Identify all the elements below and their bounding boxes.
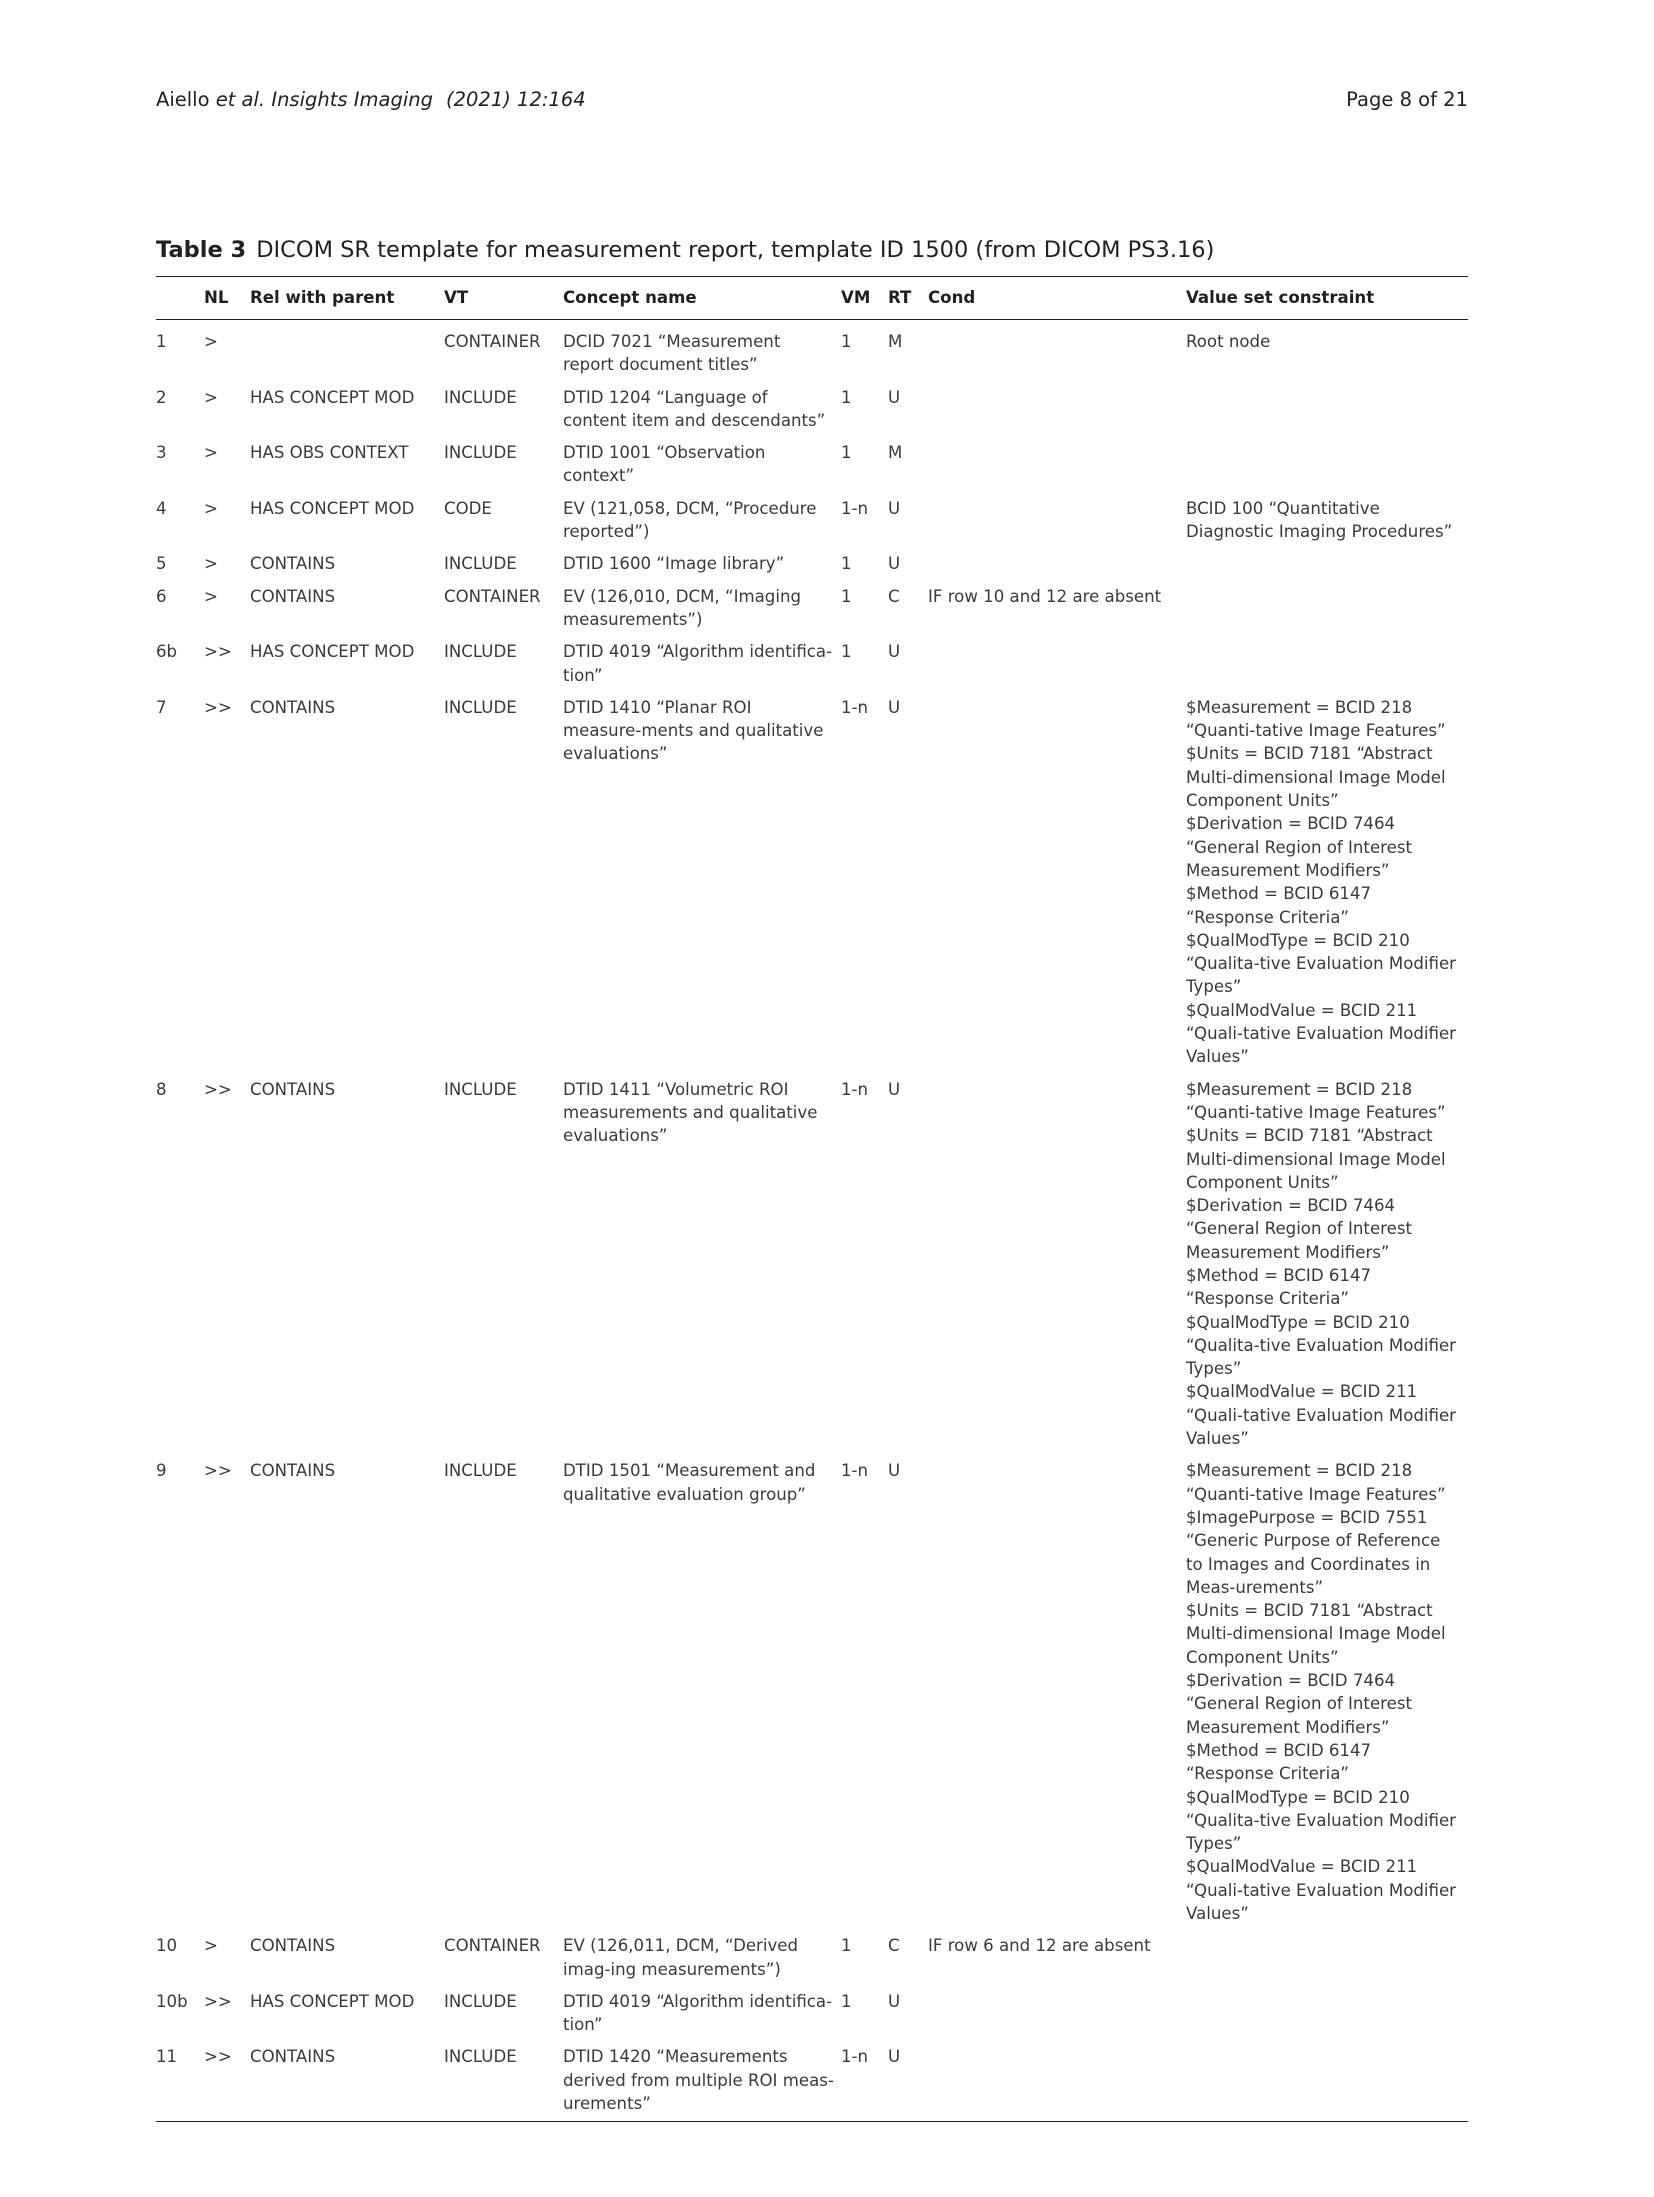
value-set-constraint-line: $QualModType = BCID 210 “Qualita-tive Evaluation Modifier Types” xyxy=(1186,1787,1456,1854)
cell-nesting-level: >> xyxy=(204,2047,232,2067)
table-body xyxy=(156,320,1468,2122)
cell-nesting-level: >> xyxy=(204,1991,232,2011)
cell-condition xyxy=(928,2039,1186,2121)
cell-row-number: 6b xyxy=(156,642,178,662)
value-set-constraint-line: BCID 100 “Quantitative Diagnostic Imaging Procedures” xyxy=(1186,498,1453,542)
cell-value-type: INCLUDE xyxy=(444,1461,517,1481)
cell-requirement-type: U xyxy=(888,1079,901,1099)
cell-nesting-level: > xyxy=(204,443,218,463)
cell-requirement-type: U xyxy=(888,387,901,407)
cell-row-number: 9 xyxy=(156,1461,167,1481)
cell-condition xyxy=(928,491,1186,547)
cell-value-set-constraint xyxy=(1186,1072,1468,1454)
cell-concept-name: EV (126,011, DCM, “Derived imag-ing measurements”) xyxy=(563,1936,799,1979)
table-caption-text: DICOM SR template for measurement report, template ID 1500 (from DICOM PS3.16) xyxy=(256,237,1215,263)
table-row xyxy=(156,320,1468,380)
cell-value-multiplicity: 1 xyxy=(841,586,852,606)
cell-condition xyxy=(928,380,1186,436)
cell-requirement-type: C xyxy=(888,1936,900,1956)
cell-row-number: 8 xyxy=(156,1079,167,1099)
value-set-constraint-line: $Units = BCID 7181 “Abstract Multi-dimensional Image Model Component Units” xyxy=(1186,744,1446,811)
cell-requirement-type: U xyxy=(888,697,901,717)
table-row xyxy=(156,2039,1468,2121)
cell-nesting-level: > xyxy=(204,554,218,574)
value-set-constraint-line: $Derivation = BCID 7464 “General Region of Interest Measurement Modifiers” xyxy=(1186,814,1412,880)
cell-requirement-type: U xyxy=(888,2047,901,2067)
cell-nesting-level: > xyxy=(204,332,218,351)
header-rel-with-parent: Rel with parent xyxy=(250,288,395,308)
header-value-set-constraint: Value set constraint xyxy=(1186,288,1375,308)
header-vm: VM xyxy=(841,288,871,308)
cell-condition xyxy=(928,634,1186,690)
value-set-constraint-line: $QualModValue = BCID 211 “Quali-tative Evaluation Modifier Values” xyxy=(1186,1857,1456,1923)
cell-nesting-level: >> xyxy=(204,697,232,717)
cell-requirement-type: C xyxy=(888,586,900,606)
cell-condition xyxy=(928,1453,1186,1928)
cell-concept-name: DTID 1600 “Image library” xyxy=(563,554,785,574)
table-caption-label: Table 3 xyxy=(156,237,247,263)
cell-value-multiplicity: 1 xyxy=(841,554,852,574)
running-head-citation: (2021) 12:164 xyxy=(446,88,586,111)
cell-value-multiplicity: 1-n xyxy=(841,2047,869,2067)
cell-requirement-type: U xyxy=(888,498,901,518)
dicom-sr-template-table xyxy=(156,276,1468,2122)
value-set-constraint-line: Root node xyxy=(1186,332,1271,351)
cell-requirement-type: U xyxy=(888,1461,901,1481)
cell-concept-name: EV (126,010, DCM, “Imaging measurements”) xyxy=(563,586,802,629)
cell-nesting-level: >> xyxy=(204,1079,232,1099)
cell-value-type: INCLUDE xyxy=(444,642,517,662)
cell-value-multiplicity: 1-n xyxy=(841,498,869,518)
value-set-constraint-line: $QualModValue = BCID 211 “Quali-tative Evaluation Modifier Values” xyxy=(1186,1382,1456,1449)
cell-value-type: INCLUDE xyxy=(444,1079,517,1099)
cell-rel-with-parent: HAS CONCEPT MOD xyxy=(250,498,415,518)
cell-nesting-level: >> xyxy=(204,1461,232,1481)
running-head-authors: Aiello et al. Insights Imaging xyxy=(156,88,433,111)
cell-rel-with-parent: CONTAINS xyxy=(250,1936,336,1956)
value-set-constraint-line: $Measurement = BCID 218 “Quanti-tative Image Features” xyxy=(1186,1461,1446,1504)
cell-value-multiplicity: 1 xyxy=(841,387,852,407)
cell-concept-name: EV (121,058, DCM, “Procedure reported”) xyxy=(563,498,817,542)
table-row xyxy=(156,1453,1468,1928)
cell-value-multiplicity: 1 xyxy=(841,1991,852,2011)
cell-rel-with-parent: CONTAINS xyxy=(250,697,336,717)
page-number: Page 8 of 21 xyxy=(1346,88,1468,111)
cell-rel-with-parent: CONTAINS xyxy=(250,1461,336,1481)
cell-value-multiplicity: 1-n xyxy=(841,1079,869,1099)
header-row-number xyxy=(156,277,204,320)
cell-value-type: CONTAINER xyxy=(444,586,541,606)
cell-value-multiplicity: 1 xyxy=(841,642,852,662)
table-row xyxy=(156,1984,1468,2040)
value-set-constraint-line: $Method = BCID 6147 “Response Criteria” xyxy=(1186,884,1372,927)
cell-row-number: 6 xyxy=(156,586,167,606)
value-set-constraint-line: $Derivation = BCID 7464 “General Region of Interest Measurement Modifiers” xyxy=(1186,1671,1412,1737)
table-caption xyxy=(156,237,1468,263)
cell-requirement-type: U xyxy=(888,642,901,662)
cell-value-set-constraint xyxy=(1186,320,1468,380)
cell-value-set-constraint xyxy=(1186,380,1468,436)
cell-value-type: INCLUDE xyxy=(444,554,517,574)
cell-value-multiplicity: 1 xyxy=(841,332,852,351)
table-row xyxy=(156,690,1468,1072)
value-set-constraint-line: $Method = BCID 6147 “Response Criteria” xyxy=(1186,1265,1372,1309)
cell-rel-with-parent: CONTAINS xyxy=(250,554,336,574)
cell-value-multiplicity: 1 xyxy=(841,1936,852,1956)
cell-value-type: INCLUDE xyxy=(444,387,517,407)
value-set-constraint-line: $Derivation = BCID 7464 “General Region of Interest Measurement Modifiers” xyxy=(1186,1196,1412,1262)
header-rt: RT xyxy=(888,288,912,308)
header-cond: Cond xyxy=(928,288,976,308)
cell-row-number: 2 xyxy=(156,387,167,407)
header-vt: VT xyxy=(444,288,469,308)
cell-value-set-constraint xyxy=(1186,2039,1468,2121)
cell-condition: IF row 6 and 12 are absent xyxy=(928,1936,1151,1956)
cell-value-multiplicity: 1-n xyxy=(841,697,869,717)
cell-rel-with-parent xyxy=(250,320,444,380)
cell-condition xyxy=(928,1072,1186,1454)
cell-concept-name: DTID 1001 “Observation context” xyxy=(563,443,766,486)
value-set-constraint-line: $Method = BCID 6147 “Response Criteria” xyxy=(1186,1740,1372,1784)
cell-condition xyxy=(928,1984,1186,2040)
cell-row-number: 7 xyxy=(156,697,167,717)
cell-value-set-constraint xyxy=(1186,634,1468,690)
cell-rel-with-parent: HAS CONCEPT MOD xyxy=(250,387,415,407)
header-nl: NL xyxy=(204,288,229,308)
cell-value-type: CODE xyxy=(444,498,492,518)
running-head xyxy=(156,88,1468,114)
cell-requirement-type: M xyxy=(888,332,903,351)
table-row xyxy=(156,546,1468,578)
value-set-constraint-line: $QualModValue = BCID 211 “Quali-tative Evaluation Modifier Values” xyxy=(1186,1000,1456,1067)
cell-nesting-level: > xyxy=(204,586,218,606)
cell-rel-with-parent: CONTAINS xyxy=(250,2047,336,2067)
table-header-row xyxy=(156,277,1468,320)
cell-rel-with-parent: CONTAINS xyxy=(250,586,336,606)
cell-value-type: INCLUDE xyxy=(444,2047,517,2067)
cell-rel-with-parent: HAS CONCEPT MOD xyxy=(250,642,415,662)
cell-value-set-constraint xyxy=(1186,690,1468,1072)
cell-value-type: CONTAINER xyxy=(444,332,541,351)
cell-value-type: INCLUDE xyxy=(444,697,517,717)
cell-concept-name: DTID 1501 “Measurement and qualitative evaluation group” xyxy=(563,1461,816,1504)
cell-value-set-constraint xyxy=(1186,579,1468,635)
cell-condition: IF row 10 and 12 are absent xyxy=(928,586,1162,606)
value-set-constraint-line: $QualModType = BCID 210 “Qualita-tive Evaluation Modifier Types” xyxy=(1186,930,1456,997)
cell-condition xyxy=(928,435,1186,491)
cell-value-type: INCLUDE xyxy=(444,443,517,463)
value-set-constraint-line: $QualModType = BCID 210 “Qualita-tive Evaluation Modifier Types” xyxy=(1186,1312,1456,1379)
value-set-constraint-line: $Units = BCID 7181 “Abstract Multi-dimensional Image Model Component Units” xyxy=(1186,1126,1446,1192)
cell-row-number: 10b xyxy=(156,1991,188,2011)
value-set-constraint-line: $Measurement = BCID 218 “Quanti-tative Image Features” xyxy=(1186,697,1446,741)
cell-concept-name: DCID 7021 “Measurement report document titles” xyxy=(563,332,781,375)
cell-nesting-level: > xyxy=(204,498,218,518)
table-row xyxy=(156,380,1468,436)
cell-rel-with-parent: HAS OBS CONTEXT xyxy=(250,443,409,463)
value-set-constraint-line: $ImagePurpose = BCID 7551 “Generic Purpose of Reference to Images and Coordinates in Meas-urements” xyxy=(1186,1507,1441,1597)
value-set-constraint-line: $Units = BCID 7181 “Abstract Multi-dimensional Image Model Component Units” xyxy=(1186,1601,1446,1667)
cell-concept-name: DTID 1410 “Planar ROI measure-ments and qualitative evaluations” xyxy=(563,697,824,764)
cell-value-set-constraint xyxy=(1186,1928,1468,1984)
cell-rel-with-parent: CONTAINS xyxy=(250,1079,336,1099)
cell-value-set-constraint xyxy=(1186,435,1468,491)
table-row xyxy=(156,1072,1468,1454)
cell-requirement-type: U xyxy=(888,1991,901,2011)
cell-condition xyxy=(928,690,1186,1072)
header-concept-name: Concept name xyxy=(563,288,697,308)
cell-value-type: CONTAINER xyxy=(444,1936,541,1956)
value-set-constraint-line: $Measurement = BCID 218 “Quanti-tative Image Features” xyxy=(1186,1079,1446,1122)
cell-row-number: 4 xyxy=(156,498,167,518)
cell-concept-name: DTID 1204 “Language of content item and descendants” xyxy=(563,387,826,430)
cell-row-number: 5 xyxy=(156,554,167,574)
cell-requirement-type: M xyxy=(888,443,903,463)
table-row xyxy=(156,634,1468,690)
table-row xyxy=(156,579,1468,635)
cell-value-set-constraint xyxy=(1186,1984,1468,2040)
cell-rel-with-parent: HAS CONCEPT MOD xyxy=(250,1991,415,2011)
table-row xyxy=(156,435,1468,491)
cell-row-number: 11 xyxy=(156,2047,178,2067)
cell-row-number: 3 xyxy=(156,443,167,463)
cell-concept-name: DTID 1411 “Volumetric ROI measurements and qualitative evaluations” xyxy=(563,1079,818,1146)
cell-condition xyxy=(928,546,1186,578)
cell-value-multiplicity: 1-n xyxy=(841,1461,869,1481)
cell-value-set-constraint xyxy=(1186,491,1468,547)
cell-row-number: 1 xyxy=(156,332,167,351)
cell-nesting-level: >> xyxy=(204,642,232,662)
cell-nesting-level: > xyxy=(204,1936,218,1956)
cell-value-multiplicity: 1 xyxy=(841,443,852,463)
cell-concept-name: DTID 1420 “Measurements derived from multiple ROI meas-urements” xyxy=(563,2047,834,2114)
cell-requirement-type: U xyxy=(888,554,901,574)
cell-concept-name: DTID 4019 “Algorithm identifica-tion” xyxy=(563,1991,833,2035)
cell-condition xyxy=(928,320,1186,380)
table-row xyxy=(156,491,1468,547)
cell-concept-name: DTID 4019 “Algorithm identifica-tion” xyxy=(563,642,833,685)
cell-value-set-constraint xyxy=(1186,546,1468,578)
cell-nesting-level: > xyxy=(204,387,218,407)
table-row xyxy=(156,1928,1468,1984)
cell-row-number: 10 xyxy=(156,1936,178,1956)
cell-value-set-constraint xyxy=(1186,1453,1468,1928)
cell-value-type: INCLUDE xyxy=(444,1991,517,2011)
